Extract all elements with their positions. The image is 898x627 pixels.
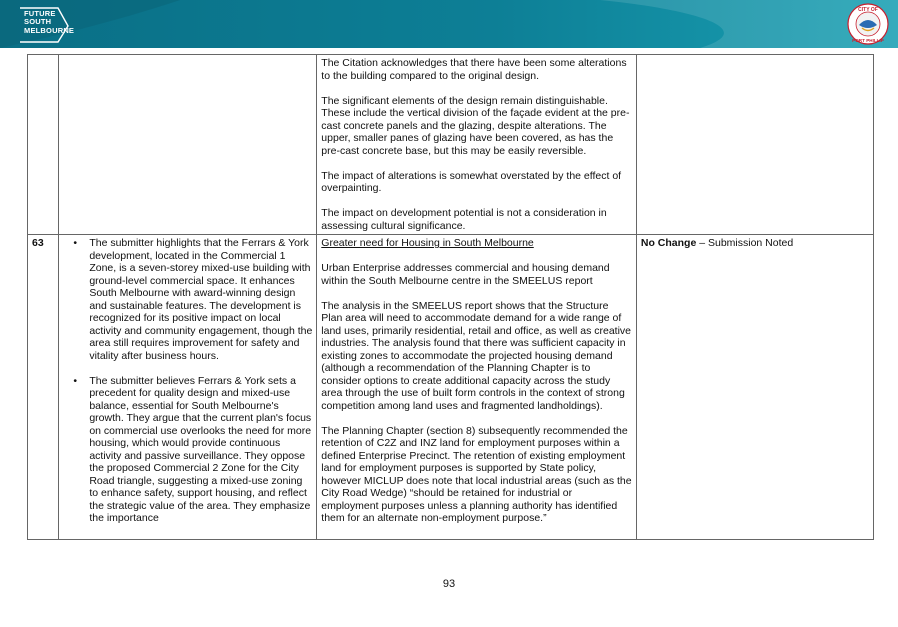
submission-points-list bbox=[63, 237, 312, 525]
recommendation-note: – Submission Noted bbox=[696, 237, 794, 249]
response-paragraph: Urban Enterprise addresses commercial and housing demand within the South Melbourne centre in the SMEELUS report bbox=[321, 262, 610, 287]
banner-wave-shape bbox=[0, 0, 898, 48]
seal-top-text: CITY OF bbox=[858, 7, 878, 13]
submission-number-cell: 63 bbox=[28, 235, 59, 540]
bullet-icon: • bbox=[73, 374, 78, 387]
page-number: 93 bbox=[442, 578, 456, 590]
table-row bbox=[28, 55, 874, 235]
submission-summary-cell bbox=[59, 235, 317, 540]
response-paragraph: The impact of alterations is somewhat overstated by the effect of overpainting. bbox=[321, 169, 622, 194]
submission-point-text: The submitter believes Ferrars & York sets a precedent for quality design and mixed-use balance, essential for South Melbourne's growth. They argue that the current plan's focus on commercial use overlooks the need for more housing, which would provide continuous activity and passive surveillance. They oppose the proposed Commercial 2 Zone for the City Road triangle, suggesting a mixed-use zoning to enhance safety, support housing, and reflect the strategic value of the area. They emphasize the importance bbox=[89, 374, 312, 524]
response-paragraph: The analysis in the SMEELUS report shows that the Structure Plan area will need to accommodate demand for a wide range of land uses, primarily residential, retail and office, as well as creative industries. The analysis found that there was sufficient capacity in existing zones to accommodate the projected housing demand (although a recommendation of the Planning Chapter is to consider options to create additional capacity across the study area through the use of built form controls in the context of strong competition among land uses and fragmented landholdings). bbox=[321, 299, 631, 412]
submission-point-text: The submitter highlights that the Ferrars & York development, located in the Commercial 1 Zone, is a seven-storey mixed-use building with ground-level commercial space. It enhances South Melbourne with award-winning design and sustainable features. The development is recognized for its positive impact on local activity and community engagement, though the area still requires improvement for safety and vitality after business hours. bbox=[89, 237, 313, 362]
recommendation-cell bbox=[636, 55, 873, 235]
submission-number-cell bbox=[28, 55, 59, 235]
city-of-port-phillip-seal-icon bbox=[846, 3, 890, 45]
response-heading: Greater need for Housing in South Melbourne bbox=[321, 237, 534, 249]
recommendation-cell bbox=[636, 235, 873, 540]
bullet-icon: • bbox=[73, 237, 78, 249]
submissions-table bbox=[27, 54, 874, 540]
table-row bbox=[28, 235, 874, 540]
seal-bottom-text: PORT PHILLIP bbox=[852, 38, 884, 43]
recommendation-status: No Change bbox=[640, 237, 697, 249]
logo-line-2: SOUTH bbox=[24, 17, 52, 27]
logo-line-1: FUTURE bbox=[24, 9, 56, 18]
response-paragraph: The Planning Chapter (section 8) subsequently recommended the retention of C2Z and INZ land for employment purposes within a defined Enterprise Precinct. The retention of existing employment land for employment purposes is supported by State policy, however MICLUP does note that local industrial areas (such as the City Road Wedge) “should be retained for industrial or employment purposes unless a planning authority has identified them for an alternate non-employment purpose.” bbox=[321, 424, 632, 524]
response-paragraph: The impact on development potential is not a consideration in assessing cultural significance. bbox=[321, 207, 607, 232]
header-banner bbox=[0, 0, 898, 48]
logo-line-3: MELBOURNE bbox=[24, 25, 75, 35]
response-paragraph: The significant elements of the design remain distinguishable. These include the vertical division of the façade evident at the pre-cast concrete panels and the glazing, despite alterations. The upper, smaller panes of glazing have been covered, as has the pre-cast concrete base, but this may be easily reversible. bbox=[321, 94, 630, 157]
response-paragraph: The Citation acknowledges that there have been some alterations to the building compared to the original design. bbox=[321, 57, 627, 82]
logo-wordmark bbox=[24, 10, 74, 35]
submission-summary-cell bbox=[59, 55, 317, 235]
list-item bbox=[73, 374, 312, 525]
response-cell bbox=[317, 235, 637, 540]
response-cell bbox=[317, 55, 637, 235]
list-item bbox=[73, 237, 313, 362]
